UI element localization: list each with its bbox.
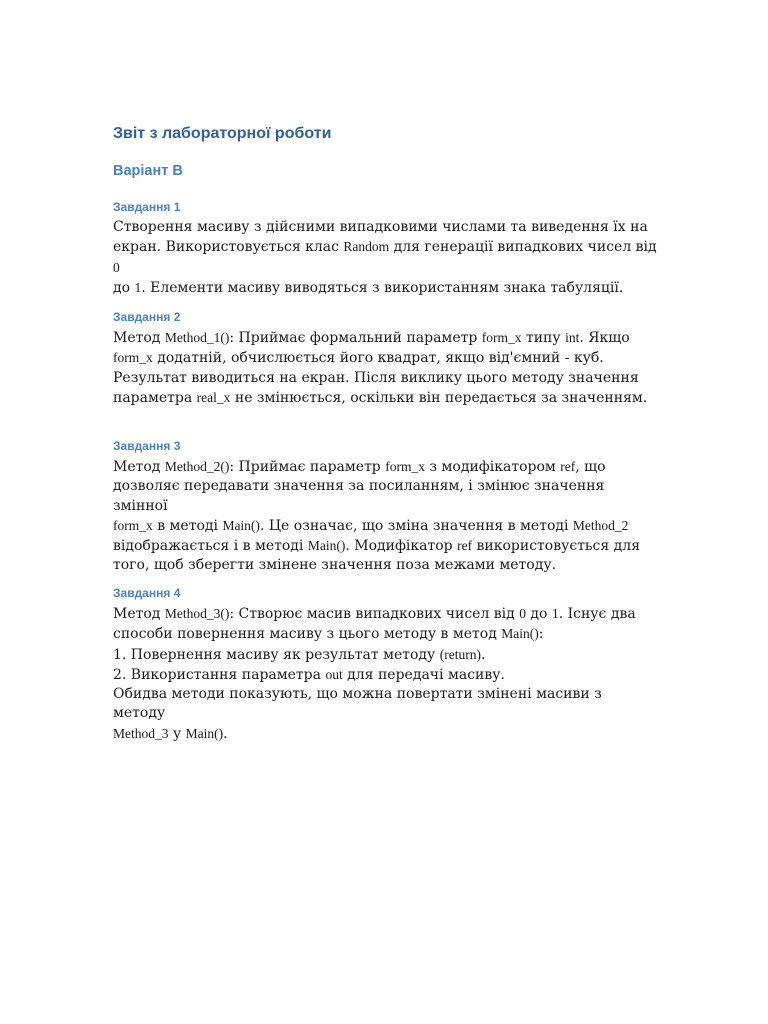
code-term: form_x xyxy=(385,459,425,474)
text-run: додатній, обчислюється його квадрат, якщо від'ємний - куб. xyxy=(152,350,604,367)
task-paragraph xyxy=(113,604,658,744)
text-run: . Елементи масиву виводяться з використанням знака табуляції. xyxy=(141,279,624,296)
code-term: Method_2 xyxy=(572,517,629,533)
task-paragraph xyxy=(113,457,658,576)
code-term: Main() xyxy=(501,626,539,642)
text-run: Створення масиву з дійсними випадковими числами та виведення їх на xyxy=(113,219,648,235)
text-run: Результат виводиться на екран. Після виклику цього методу значення xyxy=(113,369,639,386)
code-term: Method_1() xyxy=(164,330,230,345)
code-term: Random xyxy=(343,239,390,255)
code-term: form_x xyxy=(113,350,153,366)
text-run: . xyxy=(480,646,486,663)
task-heading: Завдання 2 xyxy=(113,310,181,324)
code-term: Main() xyxy=(307,538,346,554)
code-term: Main() xyxy=(185,725,224,741)
text-run: 1. Повернення масиву як результат методу xyxy=(113,646,440,663)
code-term: 1 xyxy=(551,606,559,621)
text-run: , що xyxy=(575,459,606,475)
text-run: до xyxy=(113,279,135,296)
code-term: Main() xyxy=(222,517,260,533)
code-term: Method_2() xyxy=(164,459,230,474)
text-run: типу xyxy=(521,330,566,346)
text-run: Метод xyxy=(113,459,165,475)
text-run: в методі xyxy=(152,517,223,534)
code-term: form_x xyxy=(113,517,153,533)
code-term: 0 xyxy=(113,259,120,275)
code-term: 0 xyxy=(519,606,526,621)
text-run: екран. Використовується клас xyxy=(113,239,344,256)
text-run: дозволяє передавати значення за посиланням, і змінює значення змінної xyxy=(113,478,605,514)
task-paragraph xyxy=(113,328,658,408)
text-run: для передачі масиву. xyxy=(342,666,505,683)
code-term: ref xyxy=(457,538,473,554)
text-run: у xyxy=(168,725,186,742)
task-heading: Завдання 4 xyxy=(113,586,181,600)
text-run: : Приймає формальний параметр xyxy=(229,330,482,346)
text-run: відображається і в методі xyxy=(113,538,308,555)
code-term: out xyxy=(325,666,343,682)
text-run: Метод xyxy=(113,606,165,622)
variant-heading: Варіант B xyxy=(113,163,183,179)
code-term: Method_3() xyxy=(164,606,230,621)
text-run: Обидва методи показують, що можна повертати змінені масиви з методу xyxy=(113,686,602,722)
text-run: . Це означає, що зміна значення в методі xyxy=(259,517,573,534)
text-run: використовується для xyxy=(472,538,641,555)
text-run: . Існує два xyxy=(558,606,636,622)
text-run: для генерації випадкових чисел від xyxy=(389,239,657,256)
code-term: ref xyxy=(560,459,576,474)
text-run: способи повернення масиву з цього методу в метод xyxy=(113,626,502,643)
task-section-1 xyxy=(113,200,658,298)
task-section-3 xyxy=(113,439,658,576)
text-run: того, щоб зберегти змінене значення поза межами методу. xyxy=(113,557,557,574)
code-term: (return) xyxy=(439,646,481,662)
task-heading: Завдання 1 xyxy=(113,200,181,214)
text-run: . Модифікатор xyxy=(345,538,458,555)
task-section-2 xyxy=(113,310,658,408)
report-title: Звіт з лабораторної роботи xyxy=(113,125,332,142)
code-term: Method_3 xyxy=(113,725,169,741)
text-run: . xyxy=(223,725,228,742)
task-paragraph xyxy=(113,218,658,298)
code-term: form_x xyxy=(481,330,522,345)
text-run: з модифікатором xyxy=(424,459,561,475)
text-run: не змінюється, оскільки він передається за значенням. xyxy=(230,389,648,406)
text-run: : xyxy=(538,626,544,643)
task-heading: Завдання 3 xyxy=(113,439,181,453)
text-run: 2. Використання параметра xyxy=(113,666,326,683)
text-run: : Створює масив випадкових чисел від xyxy=(229,606,520,622)
text-run: до xyxy=(525,606,552,622)
code-term: 1 xyxy=(134,279,142,295)
code-term: int xyxy=(565,330,580,345)
text-run: Метод xyxy=(113,330,165,346)
code-term: real_x xyxy=(196,389,231,405)
task-section-4 xyxy=(113,586,658,744)
text-run: . Якщо xyxy=(579,330,630,346)
text-run: : Приймає параметр xyxy=(229,459,386,475)
text-run: параметра xyxy=(113,389,197,406)
